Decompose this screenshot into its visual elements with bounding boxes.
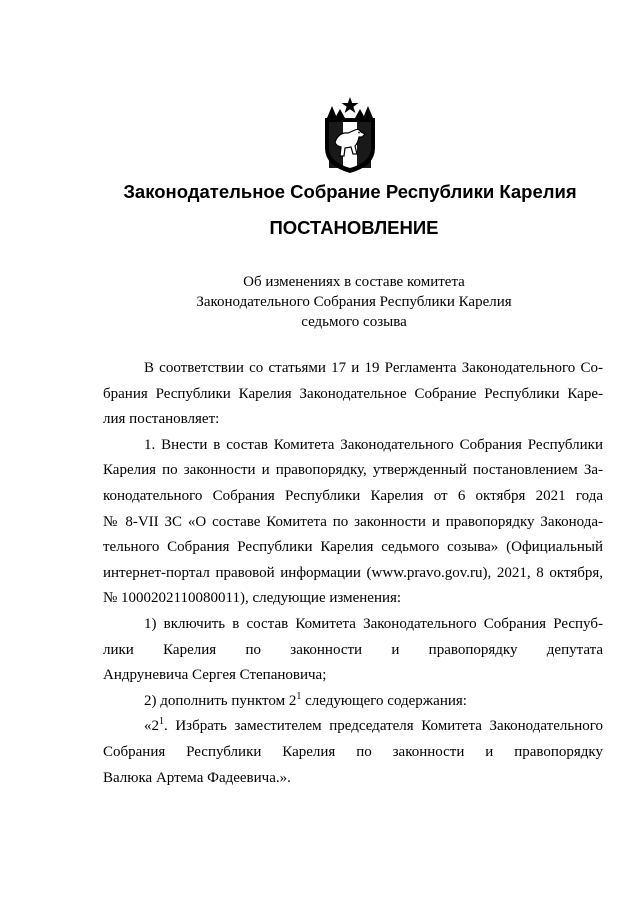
quote-line: Собрания Республики Карелия по законности и правопорядку: [103, 743, 603, 760]
subject-line: седьмого созыва: [301, 314, 407, 330]
subject-line: Законодательного Собрания Республики Карелия: [196, 294, 512, 310]
sub1-line: 1) включить в состав Комитета Законодательного Собрания Респуб-: [144, 615, 603, 632]
item1-line: Карелия по законности и правопорядку, утвержденный постановлением За-: [103, 462, 603, 479]
subject-line: Об изменениях в составе комитета: [243, 274, 465, 290]
quote-line: [103, 714, 603, 740]
preamble-line: брания Республики Карелия Законодательное Собрание Республики Каре-: [103, 385, 603, 402]
preamble-line: лия постановляет:: [103, 411, 220, 428]
document-body: [103, 356, 603, 791]
item1-line: № 8-VII ЗС «О составе Комитета по законности и правопорядку Законода-: [103, 513, 603, 530]
quote-text: . Избрать заместителем председателя Комитета Законодательного: [164, 718, 603, 735]
quote-superscript: 1: [159, 716, 164, 728]
preamble-line: В соответствии со статьями 17 и 19 Регламента Законодательного Со-: [144, 360, 603, 376]
pine-right-icon: [363, 106, 373, 118]
sub2-text: 2) дополнить пунктом 2: [144, 692, 297, 709]
sub2-line: [103, 689, 603, 715]
organization-title: Законодательное Собрание Республики Карелия: [123, 181, 577, 202]
sub2-text: следующего содержания:: [301, 692, 467, 709]
pine-right-inner-icon: [355, 109, 365, 118]
sub1-line: Андруневича Сергея Степановича;: [103, 667, 327, 684]
quote-open: «2: [144, 718, 159, 735]
item1-line: тельного Собрания Республики Карелия седьмого созыва» (Официальный: [103, 539, 603, 556]
pine-left-icon: [327, 106, 337, 118]
document-type-title: ПОСТАНОВЛЕНИЕ: [269, 217, 439, 238]
star-icon: [342, 97, 359, 113]
sub1-line: лики Карелия по законности и правопорядку депутата: [103, 641, 603, 658]
item1-line: 1. Внести в состав Комитета Законодательного Собрания Республики: [144, 436, 603, 453]
sub2-superscript: 1: [296, 690, 302, 702]
karelia-coat-of-arms-icon: [321, 96, 379, 174]
pine-left-inner-icon: [335, 109, 345, 118]
document-subject: [0, 272, 640, 332]
item1-line: № 1000202110080011), следующие изменения:: [103, 590, 402, 607]
quote-line: Валюка Артема Фадеевича.».: [103, 769, 291, 786]
item1-line: интернет-портал правовой информации (www.pravo.gov.ru), 2021, 8 октября,: [103, 564, 603, 581]
item1-line: конодательного Собрания Республики Карелия от 6 октября 2021 года: [103, 487, 603, 504]
